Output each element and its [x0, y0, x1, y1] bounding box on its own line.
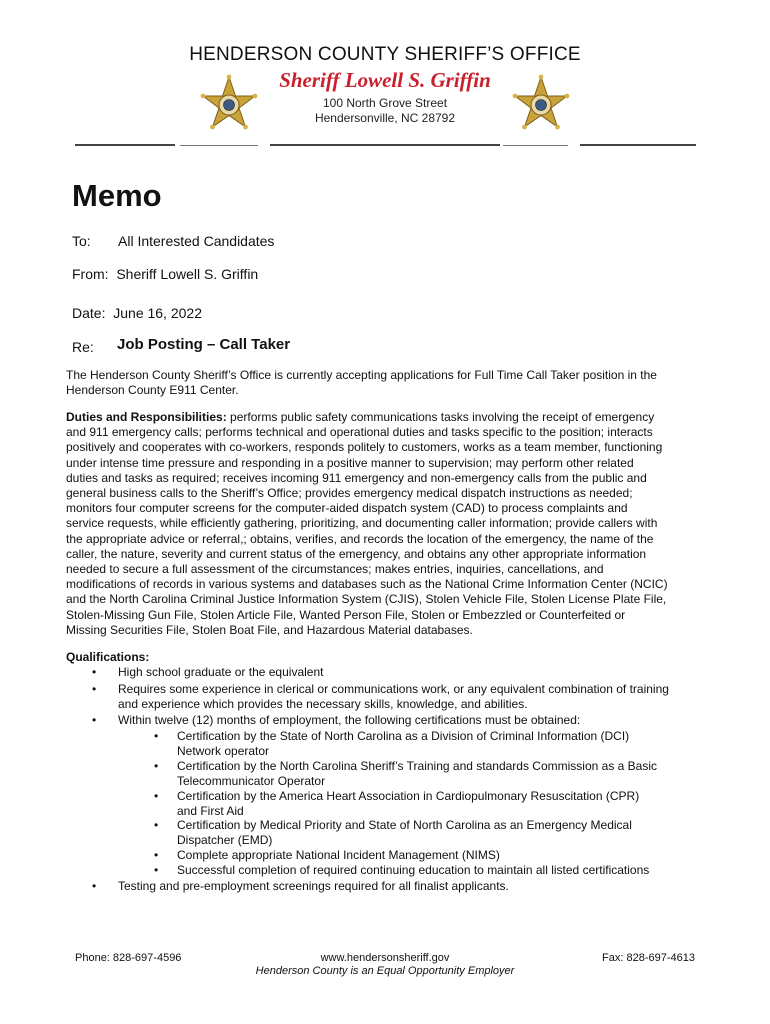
- certification-item: [177, 729, 697, 759]
- text-line: service requests, while efficiently gathering, prioritizing, and documenting caller information; provide callers with: [66, 516, 658, 531]
- qualification-item: [118, 682, 708, 712]
- header-rule: [75, 144, 175, 146]
- intro-paragraph: [66, 368, 706, 398]
- text-line: and experience which provides the necessary skills, knowledge, and abilities.: [118, 697, 528, 712]
- text-line: Telecommunicator Operator: [177, 774, 326, 789]
- re-label: Re:: [72, 339, 94, 355]
- text-line: caller, the nature, severity and current status of the emergency, and obtains any other appropriate information: [66, 546, 647, 561]
- office-name: HENDERSON COUNTY SHERIFF’S OFFICE: [189, 44, 581, 65]
- text-line: under intense time pressure and responding in a positive manner to supervision; may perform other related: [66, 455, 634, 470]
- qualification-item: Testing and pre-employment screenings required for all finalist applicants.: [118, 879, 509, 893]
- certification-item: [177, 789, 697, 819]
- sheriff-star-badge-icon: [196, 74, 262, 140]
- text-line: modifications of records in various systems and databases such as the National Crime Information Center (NCIC): [66, 577, 668, 592]
- text-line: and 911 emergency calls; performs technical and operational duties and tasks specific to the position; interacts: [66, 425, 653, 440]
- text-line: Certification by Medical Priority and State of North Carolina as an Emergency Medical: [177, 818, 632, 832]
- text-line: positively and cooperates with co-workers, responds politely to customers, works as a team member, functioning: [66, 440, 663, 455]
- header-rule: [180, 145, 258, 146]
- bullet-icon: •: [92, 682, 97, 696]
- text-line: general business calls to the Sheriff’s Office; provides emergency medical dispatch instructions as needed;: [66, 486, 633, 501]
- re-subject: Job Posting – Call Taker: [117, 336, 291, 353]
- text-line: and the North Carolina Criminal Justice Information System (CJIS), Stolen Vehicle File, Stolen License Plate File,: [66, 592, 667, 607]
- text-line: Network operator: [177, 744, 270, 759]
- sub-bullet-icon: •: [154, 863, 159, 877]
- certification-item: [177, 818, 697, 848]
- footer-fax: Fax: 828-697-4613: [602, 952, 695, 964]
- qualification-item: Within twelve (12) months of employment, the following certifications must be obtained:: [118, 713, 581, 727]
- duties-paragraph: [66, 410, 706, 638]
- text-line: monitors four computer screens for the computer-aided dispatch system (CAD) to process complaints and: [66, 501, 628, 516]
- footer-eoe-statement: Henderson County is an Equal Opportunity Employer: [255, 965, 515, 977]
- address-street: 100 North Grove Street: [322, 96, 448, 110]
- bullet-icon: •: [92, 713, 97, 727]
- to-label: To:: [72, 233, 91, 249]
- header-rule: [580, 144, 696, 146]
- sheriff-name: Sheriff Lowell S. Griffin: [279, 68, 491, 92]
- bullet-icon: •: [92, 665, 97, 679]
- header-rule: [270, 144, 500, 146]
- text-line: Dispatcher (EMD): [177, 833, 273, 848]
- sub-bullet-icon: •: [154, 729, 159, 743]
- text-line: Henderson County E911 Center.: [66, 383, 239, 398]
- duties-label: Duties and Responsibilities:: [66, 410, 227, 424]
- certification-item: Successful completion of required continuing education to maintain all listed certifications: [177, 863, 650, 877]
- qualification-item: High school graduate or the equivalent: [118, 665, 324, 679]
- text-line: Missing Securities File, Stolen Boat File, and Hazardous Material databases.: [66, 622, 473, 637]
- footer-website-link[interactable]: www.hendersonsheriff.gov: [320, 952, 450, 964]
- certification-item: Complete appropriate National Incident Management (NIMS): [177, 848, 500, 862]
- text-line: needed to secure a full assessment of the circumstances; makes entries, inquiries, cancellations, and: [66, 562, 604, 577]
- text-line: Requires some experience in clerical or communications work, or any equivalent combination of training: [118, 682, 669, 696]
- text-line: and First Aid: [177, 804, 244, 819]
- sub-bullet-icon: •: [154, 759, 159, 773]
- sub-bullet-icon: •: [154, 848, 159, 862]
- text-line: The Henderson County Sheriff’s Office is currently accepting applications for Full Time Call Taker position in the: [66, 368, 657, 382]
- qualifications-heading: Qualifications:: [66, 650, 150, 664]
- from-line: From: Sheriff Lowell S. Griffin: [72, 266, 259, 282]
- text-line: Certification by the America Heart Association in Cardiopulmonary Resuscitation (CPR): [177, 789, 640, 803]
- sub-bullet-icon: •: [154, 818, 159, 832]
- bullet-icon: •: [92, 879, 97, 893]
- date-line: Date: June 16, 2022: [72, 305, 202, 321]
- memo-title: Memo: [72, 178, 162, 213]
- footer-phone: Phone: 828-697-4596: [75, 952, 182, 964]
- text-line: Certification by the North Carolina Sheriff’s Training and standards Commission as a Basic: [177, 759, 657, 773]
- sub-bullet-icon: •: [154, 789, 159, 803]
- to-value: All Interested Candidates: [118, 233, 275, 249]
- text-line: Stolen-Missing Gun File, Stolen Article File, Wanted Person File, Stolen or Embezzled or Counterfeited or: [66, 607, 626, 622]
- header-rule: [503, 145, 568, 146]
- sheriff-star-badge-icon: [508, 74, 574, 140]
- certification-item: [177, 759, 697, 789]
- text-line: the appropriate advice or referral,; obtains, verifies, and records the location of the emergency, the name of the: [66, 531, 654, 546]
- text-line: Certification by the State of North Carolina as a Division of Criminal Information (DCI): [177, 729, 630, 743]
- text-line: performs public safety communications tasks involving the receipt of emergency: [226, 410, 655, 424]
- text-line: duties and tasks as required; receives incoming 911 emergency and non-emergency calls from the public and: [66, 470, 647, 485]
- address-city: Hendersonville, NC 28792: [314, 111, 456, 125]
